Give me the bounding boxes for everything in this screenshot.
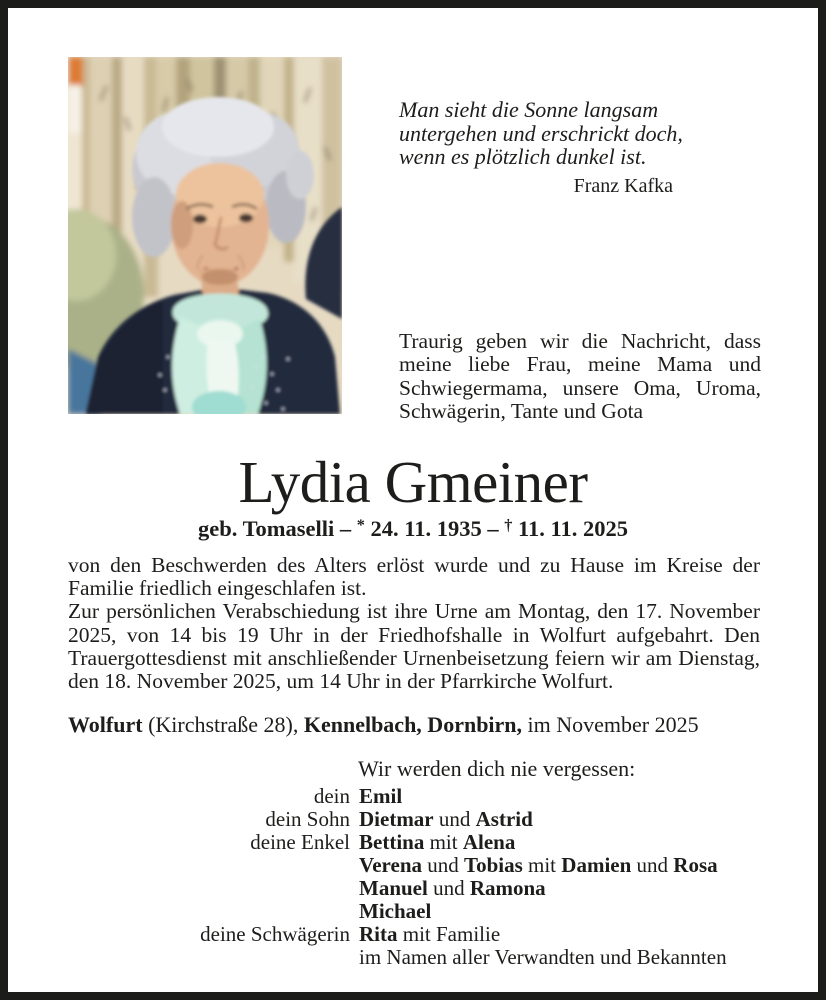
portrait-photo: [68, 57, 342, 414]
family-names: [359, 831, 515, 854]
bold-name-segment: Astrid: [475, 807, 533, 831]
birth-date: 24. 11. 1935 –: [364, 516, 505, 542]
family-relation-label: dein Sohn: [265, 807, 350, 831]
text-segment: im Namen aller Verwandten und Bekannten: [359, 945, 727, 969]
body-paragraph-1: von den Beschwerden des Alters erlöst wurde und zu Hause im Kreise der Familie friedlich eingeschlafen ist.: [68, 553, 760, 601]
text-segment: und: [422, 853, 464, 877]
quote-attribution: Franz Kafka: [573, 174, 673, 197]
memorial-quote: [399, 98, 763, 198]
quote-line: wenn es plötzlich dunkel ist.: [399, 144, 647, 169]
family-relation-label: [68, 900, 350, 923]
bold-name-segment: Rita: [359, 922, 398, 946]
bold-name-segment: Rosa: [673, 853, 718, 877]
text-segment: mit Familie: [397, 922, 501, 946]
family-row: [68, 946, 780, 969]
family-names: [359, 900, 431, 923]
life-dates: [8, 516, 818, 542]
deceased-name: Lydia Gmeiner: [238, 449, 588, 515]
family-row: [68, 923, 780, 946]
bold-name-segment: Emil: [359, 784, 403, 808]
text-segment: und: [631, 853, 674, 877]
bold-name-segment: Kennelbach, Dornbirn,: [303, 712, 523, 737]
family-row: [68, 808, 780, 831]
died-cross-icon: †: [504, 516, 513, 534]
family-row: [68, 900, 780, 923]
family-names: [359, 923, 500, 946]
family-row: [68, 785, 780, 808]
family-names: [359, 808, 533, 831]
text-segment: und: [433, 807, 476, 831]
bold-name-segment: Bettina: [359, 830, 425, 854]
portrait-illustration: [68, 57, 342, 414]
family-row: [68, 831, 780, 854]
quote-line: untergehen und erschrickt doch,: [399, 120, 683, 146]
family-relation-label: [68, 946, 350, 969]
family-relation-label: [68, 877, 350, 900]
family-relation-label: dein: [313, 784, 350, 808]
text-segment: und: [427, 876, 470, 900]
text-segment: (Kirchstraße 28),: [142, 712, 304, 737]
family-names: [359, 785, 402, 808]
text-segment: im November 2025: [522, 712, 699, 737]
places-date-line: [68, 712, 768, 738]
obituary-card: [8, 8, 818, 992]
text-segment: mit: [424, 830, 463, 854]
family-relation-label: [68, 854, 350, 877]
family-row: [68, 854, 780, 877]
bold-name-segment: Ramona: [469, 876, 546, 900]
body-paragraph-2: Zur persönlichen Verabschiedung ist ihre Urne am Montag, den 17. November 2025, von 14 bis 19 Uhr in der Friedhofshalle in Wolfurt aufgebahrt. Den Trauergottesdienst mit anschließender Urnenbeisetzung feiern wir am Dienstag, den 18. November 2025, um 14 Uhr in der Pfarrkirche Wolfurt.: [68, 599, 760, 694]
obituary-body: [68, 554, 760, 693]
family-names: [359, 946, 727, 969]
bold-name-segment: Dietmar: [359, 807, 434, 831]
death-date: 11. 11. 2025: [512, 516, 628, 542]
bold-name-segment: Tobias: [464, 853, 523, 877]
birth-name: geb. Tomaselli –: [197, 516, 357, 542]
family-list: [68, 785, 780, 969]
family-relation-label: deine Enkel: [250, 830, 350, 854]
bold-name-segment: Manuel: [359, 876, 428, 900]
announcement-text: Traurig geben wir die Nachricht, dass meine liebe Frau, meine Mama und Schwiegermama, unsere Oma, Uroma, Schwägerin, Tante und Gota: [399, 329, 761, 423]
text-segment: mit: [522, 853, 562, 877]
bold-name-segment: Damien: [561, 853, 632, 877]
bold-name-segment: Alena: [462, 830, 516, 854]
bold-name-segment: Wolfurt: [68, 712, 143, 737]
bold-name-segment: Michael: [359, 899, 432, 923]
family-relation-label: deine Schwägerin: [200, 922, 350, 946]
family-names: [359, 877, 546, 900]
family-names: [359, 854, 718, 877]
quote-line: Man sieht die Sonne langsam: [399, 97, 659, 122]
family-row: [68, 877, 780, 900]
farewell-line: Wir werden dich nie vergessen:: [358, 756, 636, 781]
born-star-icon: *: [356, 516, 365, 534]
bold-name-segment: Verena: [359, 853, 422, 877]
